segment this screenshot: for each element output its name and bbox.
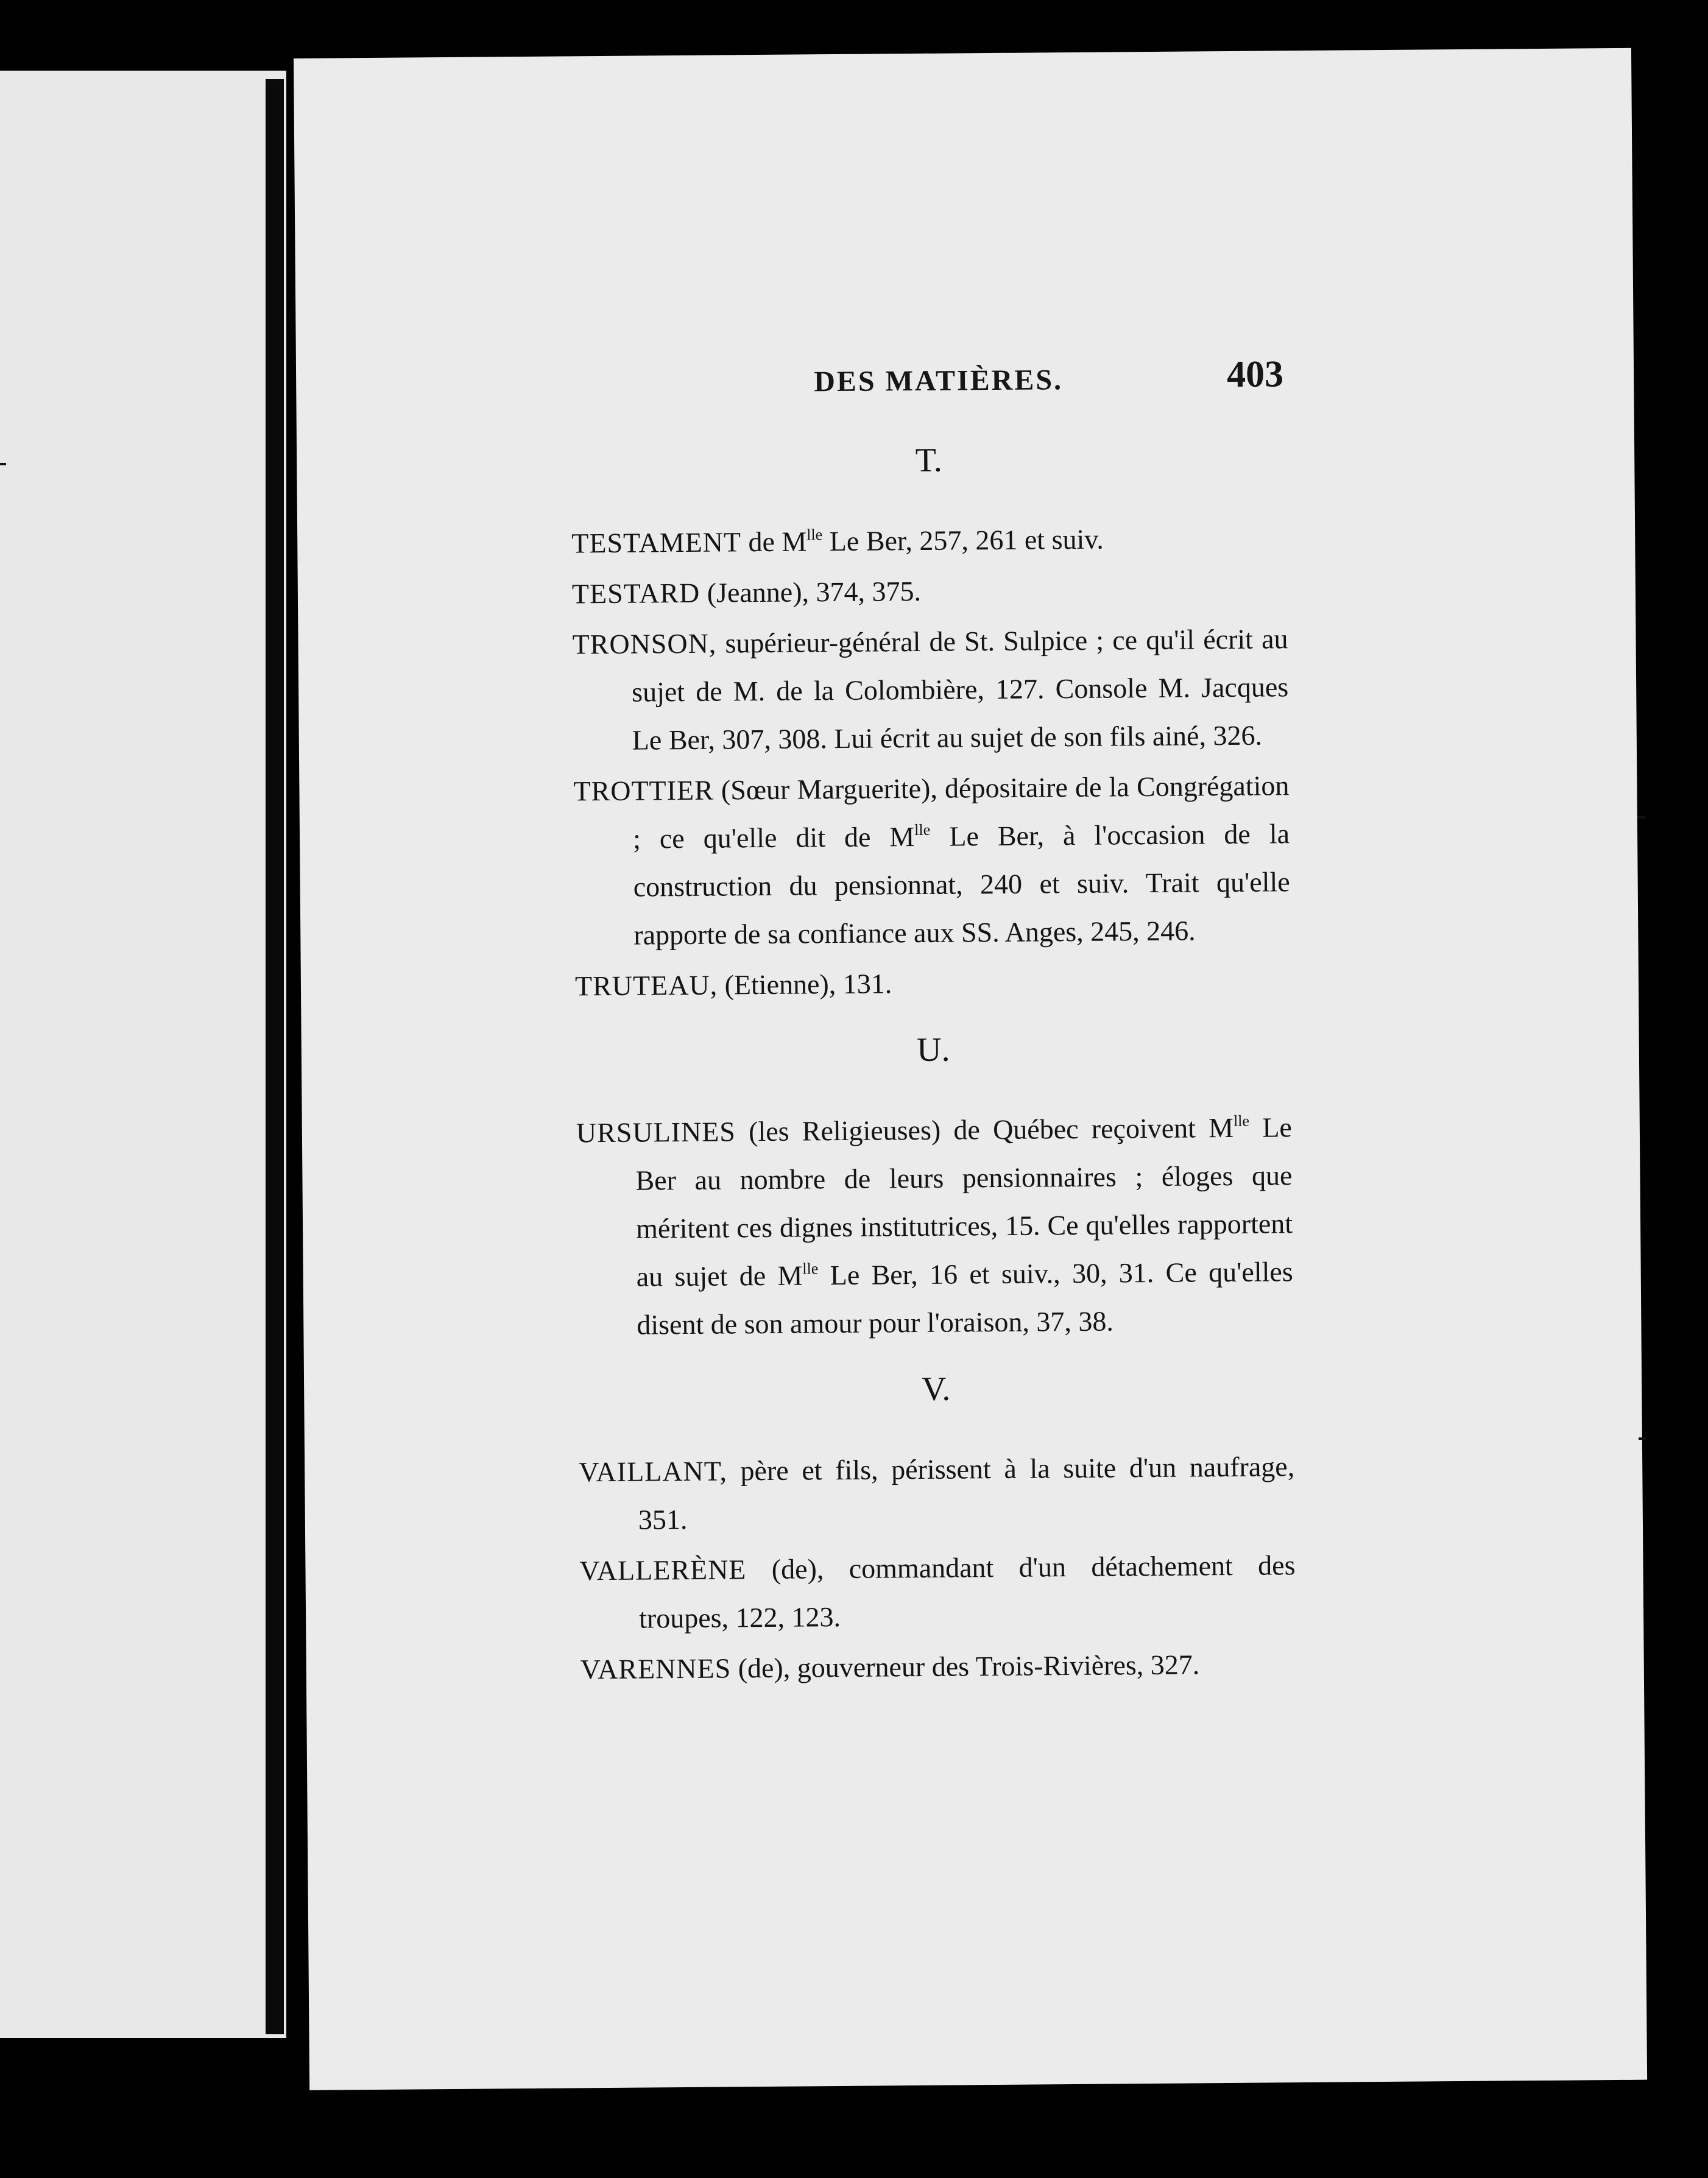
entry-text: (de), gouverneur des Trois-Rivières, 327. — [731, 1649, 1200, 1684]
entry-text: (Etienne), 131. — [717, 968, 892, 1001]
entry-heading: VALLERÈNE — [579, 1554, 747, 1587]
section-letter: V. — [921, 1370, 951, 1408]
book-gutter — [266, 79, 284, 2034]
entry-text: Le Ber, à l'occasion de la construction du pensionnat, 240 et suiv. Trait qu'elle rapporte de sa confiance aux SS. Anges, 245, 246. — [633, 818, 1290, 951]
superscript: lle — [806, 526, 823, 544]
entry-text: (les Religieuses) de Québec reçoivent M — [735, 1112, 1234, 1147]
page-number: 403 — [1226, 353, 1284, 395]
entry-text: supérieur-général de St. Sulpice ; ce qu'il écrit au sujet de M. de la Colombière, 127. Console M. Jacques Le Ber, 307, 308. Lui écrit au sujet de son fils ainé, 326. — [631, 623, 1289, 756]
superscript: lle — [914, 820, 931, 839]
section-letter: T. — [915, 441, 942, 480]
margin-mark — [1637, 816, 1646, 819]
index-body — [571, 440, 1296, 1696]
margin-mark — [1639, 1437, 1646, 1440]
entry-text: (de), commandant d'un détachement des troupes, 122, 123. — [638, 1549, 1296, 1634]
entry-heading: URSULINES — [576, 1116, 736, 1149]
entry-text: père et fils, périssent à la suite d'un naufrage, 351. — [638, 1451, 1295, 1535]
index-entry — [572, 615, 1289, 764]
entry-heading: TRUTEAU, — [574, 969, 718, 1002]
superscript: lle — [802, 1260, 819, 1278]
entry-heading: TROTTIER — [573, 774, 714, 807]
index-entry — [579, 1541, 1296, 1643]
index-entry — [571, 513, 1288, 567]
index-page — [294, 48, 1647, 2090]
entry-heading: TESTARD — [571, 577, 700, 610]
index-entry — [580, 1640, 1296, 1693]
left-page — [0, 71, 286, 2038]
index-entry — [575, 956, 1291, 1010]
index-entry — [573, 761, 1290, 959]
entry-heading: TRONSON, — [572, 627, 717, 660]
entry-text: Le Ber, 16 et suiv., 30, 31. Ce qu'elles disent de son amour pour l'oraison, 37, 38. — [637, 1256, 1293, 1341]
entry-text: (Jeanne), 374, 375. — [700, 575, 922, 608]
index-entry — [576, 1103, 1294, 1349]
index-entry — [572, 564, 1288, 618]
running-head: DES MATIÈRES. — [813, 364, 1064, 398]
entry-heading: TESTAMENT — [571, 526, 742, 559]
margin-mark — [0, 463, 6, 465]
entry-text: Le Ber, 257, 261 et suiv. — [822, 523, 1104, 557]
entry-text: Le Ber au nombre de leurs pensionnaires ; éloges que méritent ces dignes institutrices, 15. Ce qu'elles rapportent au sujet de M — [635, 1112, 1293, 1292]
entry-heading: VARENNES — [580, 1652, 732, 1685]
section-letter: U. — [916, 1031, 950, 1070]
entry-text: de M — [741, 526, 807, 558]
index-entry — [579, 1442, 1295, 1544]
superscript: lle — [1233, 1112, 1250, 1130]
entry-heading: VAILLANT, — [579, 1455, 728, 1488]
entry-text: (Sœur Marguerite), dépositaire de la Congrégation ; ce qu'elle dit de M — [632, 770, 1290, 855]
